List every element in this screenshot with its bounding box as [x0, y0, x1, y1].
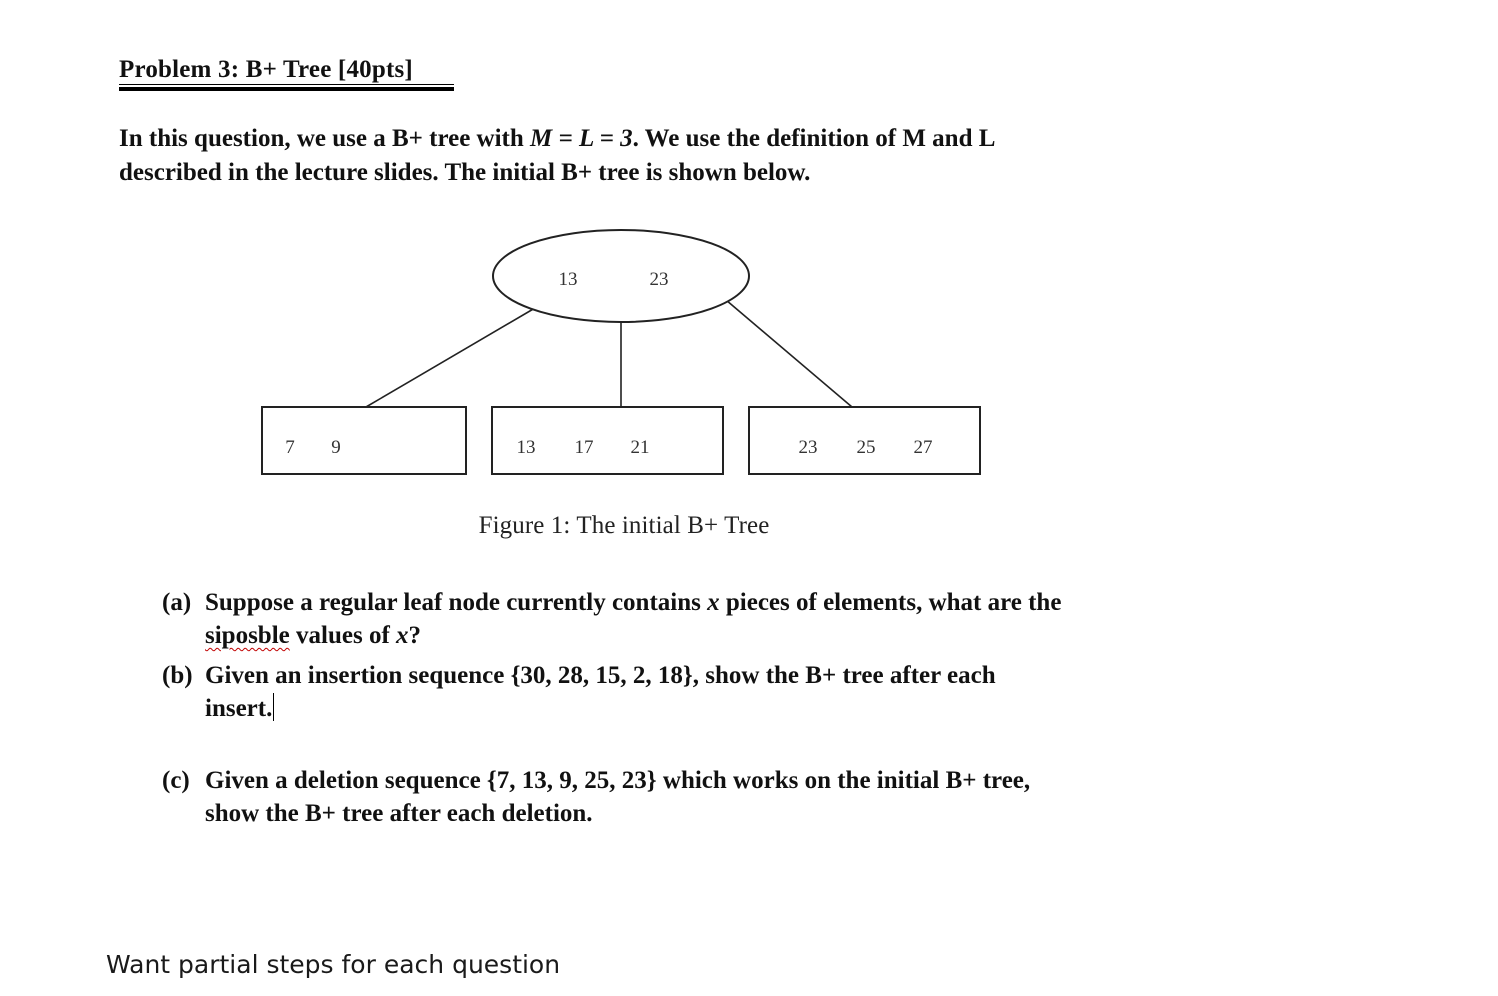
root-key: 13 — [558, 269, 578, 290]
leaf-key: 17 — [574, 437, 594, 458]
intro-line-2: described in the lecture slides. The initial B+ tree is shown below. — [119, 159, 811, 186]
figure-caption: Figure 1: The initial B+ Tree — [478, 512, 770, 539]
root-node — [493, 230, 749, 322]
root-key: 23 — [649, 269, 669, 290]
leaf-key: 27 — [913, 437, 933, 458]
problem-title: Problem 3: B+ Tree [40pts] — [119, 56, 413, 83]
question-c-line-1: (c) Given a deletion sequence {7, 13, 9, 25, 23} which works on the initial B+ tree, — [162, 767, 1031, 794]
leaf-key: 21 — [630, 437, 650, 458]
question-c — [162, 764, 1030, 830]
leaf-key: 9 — [331, 437, 341, 458]
question-a-line-1: (a) Suppose a regular leaf node currently contains x pieces of elements, what are the — [162, 589, 1062, 616]
leaf-key: 7 — [285, 437, 295, 458]
intro-line-1: In this question, we use a B+ tree with M = L = 3. We use the definition of M and L — [119, 125, 996, 152]
question-b — [162, 659, 996, 725]
misspelled-word: siposble — [205, 622, 290, 649]
user-note: Want partial steps for each question — [106, 950, 561, 979]
leaf-key: 23 — [798, 437, 818, 458]
question-c-line-2: show the B+ tree after each deletion. — [205, 800, 593, 827]
edge-right — [726, 300, 852, 407]
text-cursor — [273, 693, 274, 721]
leaf-key: 25 — [856, 437, 876, 458]
question-b-line-1: (b) Given an insertion sequence {30, 28, 15, 2, 18}, show the B+ tree after each — [162, 662, 996, 689]
leaf-key: 13 — [516, 437, 536, 458]
intro-math: M = L = 3 — [530, 125, 633, 152]
question-a — [162, 586, 1061, 652]
edge-left — [366, 308, 535, 407]
question-a-line-2: siposble values of x? — [205, 622, 422, 649]
question-b-line-2: insert. — [205, 695, 273, 722]
